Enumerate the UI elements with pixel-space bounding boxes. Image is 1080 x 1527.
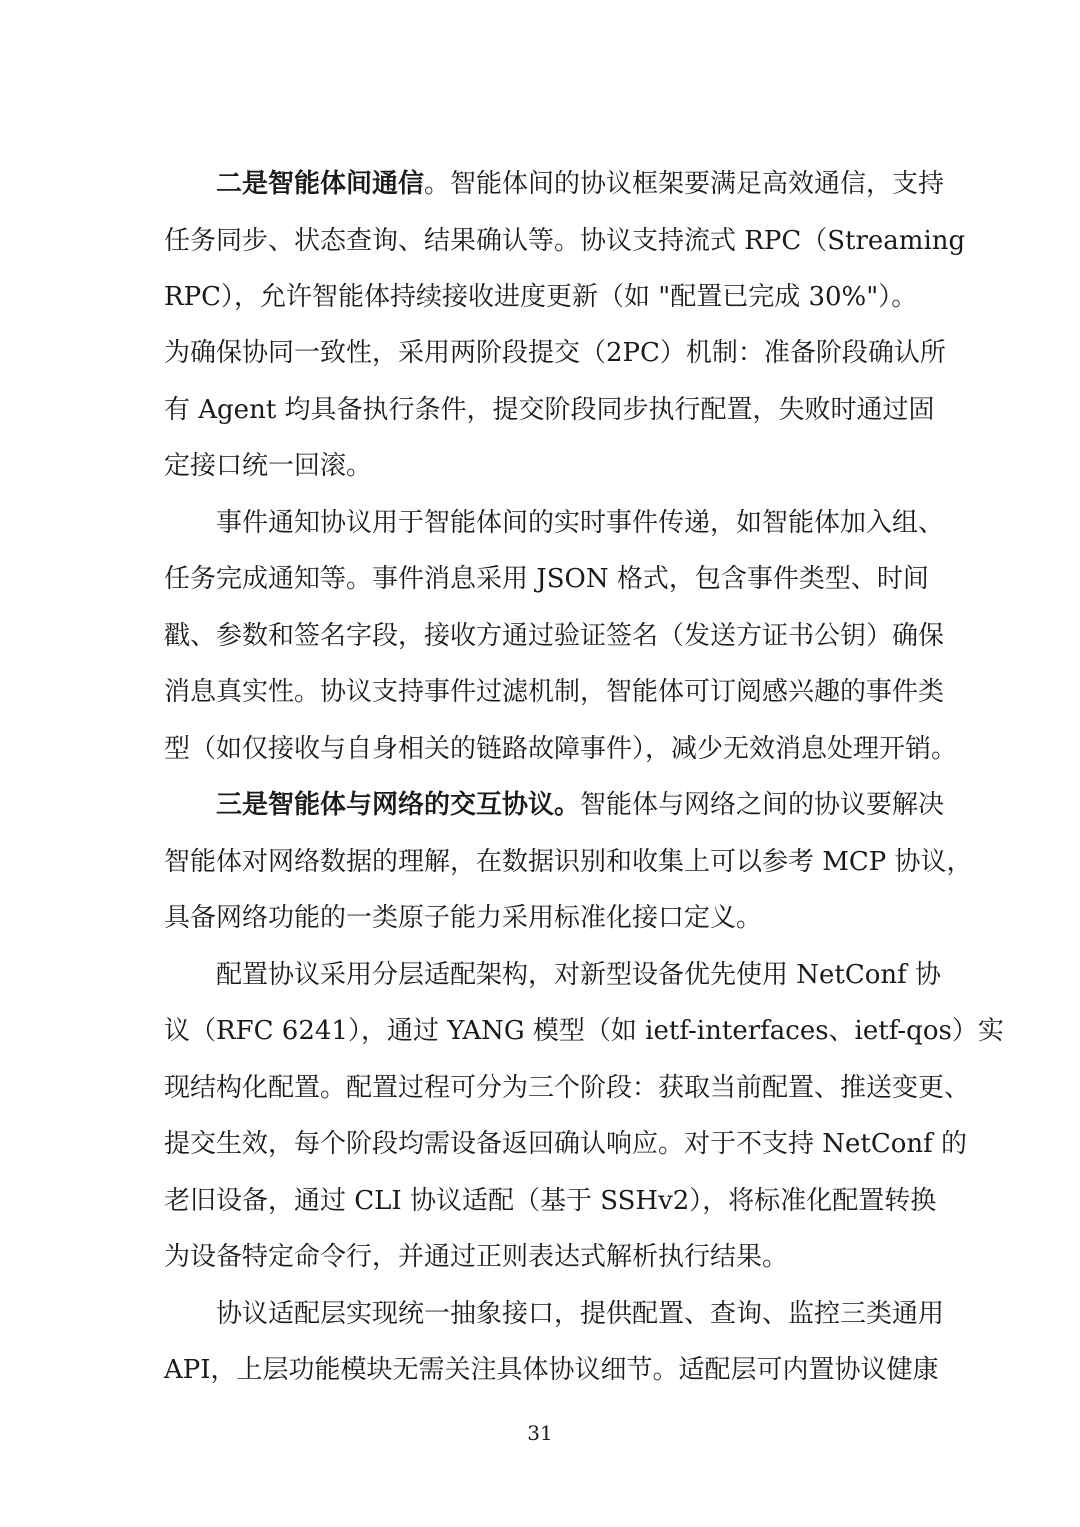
paragraph-1-line-1-text: 。智能体间的协议框架要满足高效通信，支持 — [424, 169, 945, 199]
paragraph-3-line-2: 智能体对网络数据的理解，在数据识别和收集上可以参考 MCP 协议， — [164, 847, 973, 877]
paragraph-2-line-2: 任务完成通知等。事件消息采用 JSON 格式，包含事件类型、时间 — [164, 564, 929, 594]
paragraph-1-lead: 二是智能体间通信 — [216, 169, 425, 199]
paragraph-2-line-3: 戳、参数和签名字段，接收方通过验证签名（发送方证书公钥）确保 — [164, 621, 945, 651]
paragraph-3-line-1-text: 智能体与网络之间的协议要解决 — [580, 790, 945, 820]
paragraph-2-line-1: 事件通知协议用于智能体间的实时事件传递，如智能体加入组、 — [216, 508, 945, 538]
paragraph-4-line-6: 为设备特定命令行，并通过正则表达式解析执行结果。 — [164, 1242, 789, 1272]
paragraph-1-line-4: 为确保协同一致性，采用两阶段提交（2PC）机制：准备阶段确认所 — [164, 338, 946, 368]
paragraph-1-line-6: 定接口统一回滚。 — [164, 451, 373, 481]
paragraph-1-line-2: 任务同步、状态查询、结果确认等。协议支持流式 RPC（Streaming — [164, 226, 966, 256]
paragraph-3-line-1 — [216, 785, 945, 825]
paragraph-4-line-5: 老旧设备，通过 CLI 协议适配（基于 SSHv2），将标准化配置转换 — [164, 1186, 937, 1216]
paragraph-5-line-2: API，上层功能模块无需关注具体协议细节。适配层可内置协议健康 — [164, 1355, 939, 1385]
paragraph-2-line-5: 型（如仅接收与自身相关的链路故障事件），减少无效消息处理开销。 — [164, 734, 958, 764]
paragraph-2-line-4: 消息真实性。协议支持事件过滤机制，智能体可订阅感兴趣的事件类 — [164, 677, 945, 707]
paragraph-3-line-3: 具备网络功能的一类原子能力采用标准化接口定义。 — [164, 903, 763, 933]
page-number: 31 — [527, 1421, 553, 1445]
paragraph-1-line-1 — [216, 164, 945, 204]
paragraph-1-line-3: RPC），允许智能体持续接收进度更新（如 "配置已完成 30%"）。 — [164, 282, 918, 312]
paragraph-1-line-5: 有 Agent 均具备执行条件，提交阶段同步执行配置，失败时通过固 — [164, 395, 935, 425]
paragraph-4-line-4: 提交生效，每个阶段均需设备返回确认响应。对于不支持 NetConf 的 — [164, 1129, 968, 1159]
paragraph-5-line-1: 协议适配层实现统一抽象接口，提供配置、查询、监控三类通用 — [216, 1299, 945, 1329]
paragraph-3-lead: 三是智能体与网络的交互协议。 — [216, 790, 581, 820]
paragraph-4-line-1: 配置协议采用分层适配架构，对新型设备优先使用 NetConf 协 — [216, 960, 942, 990]
paragraph-4-line-3: 现结构化配置。配置过程可分为三个阶段：获取当前配置、推送变更、 — [164, 1073, 971, 1103]
paragraph-4-line-2: 议（RFC 6241），通过 YANG 模型（如 ietf-interfaces、ietf-qos）实 — [164, 1016, 1004, 1046]
